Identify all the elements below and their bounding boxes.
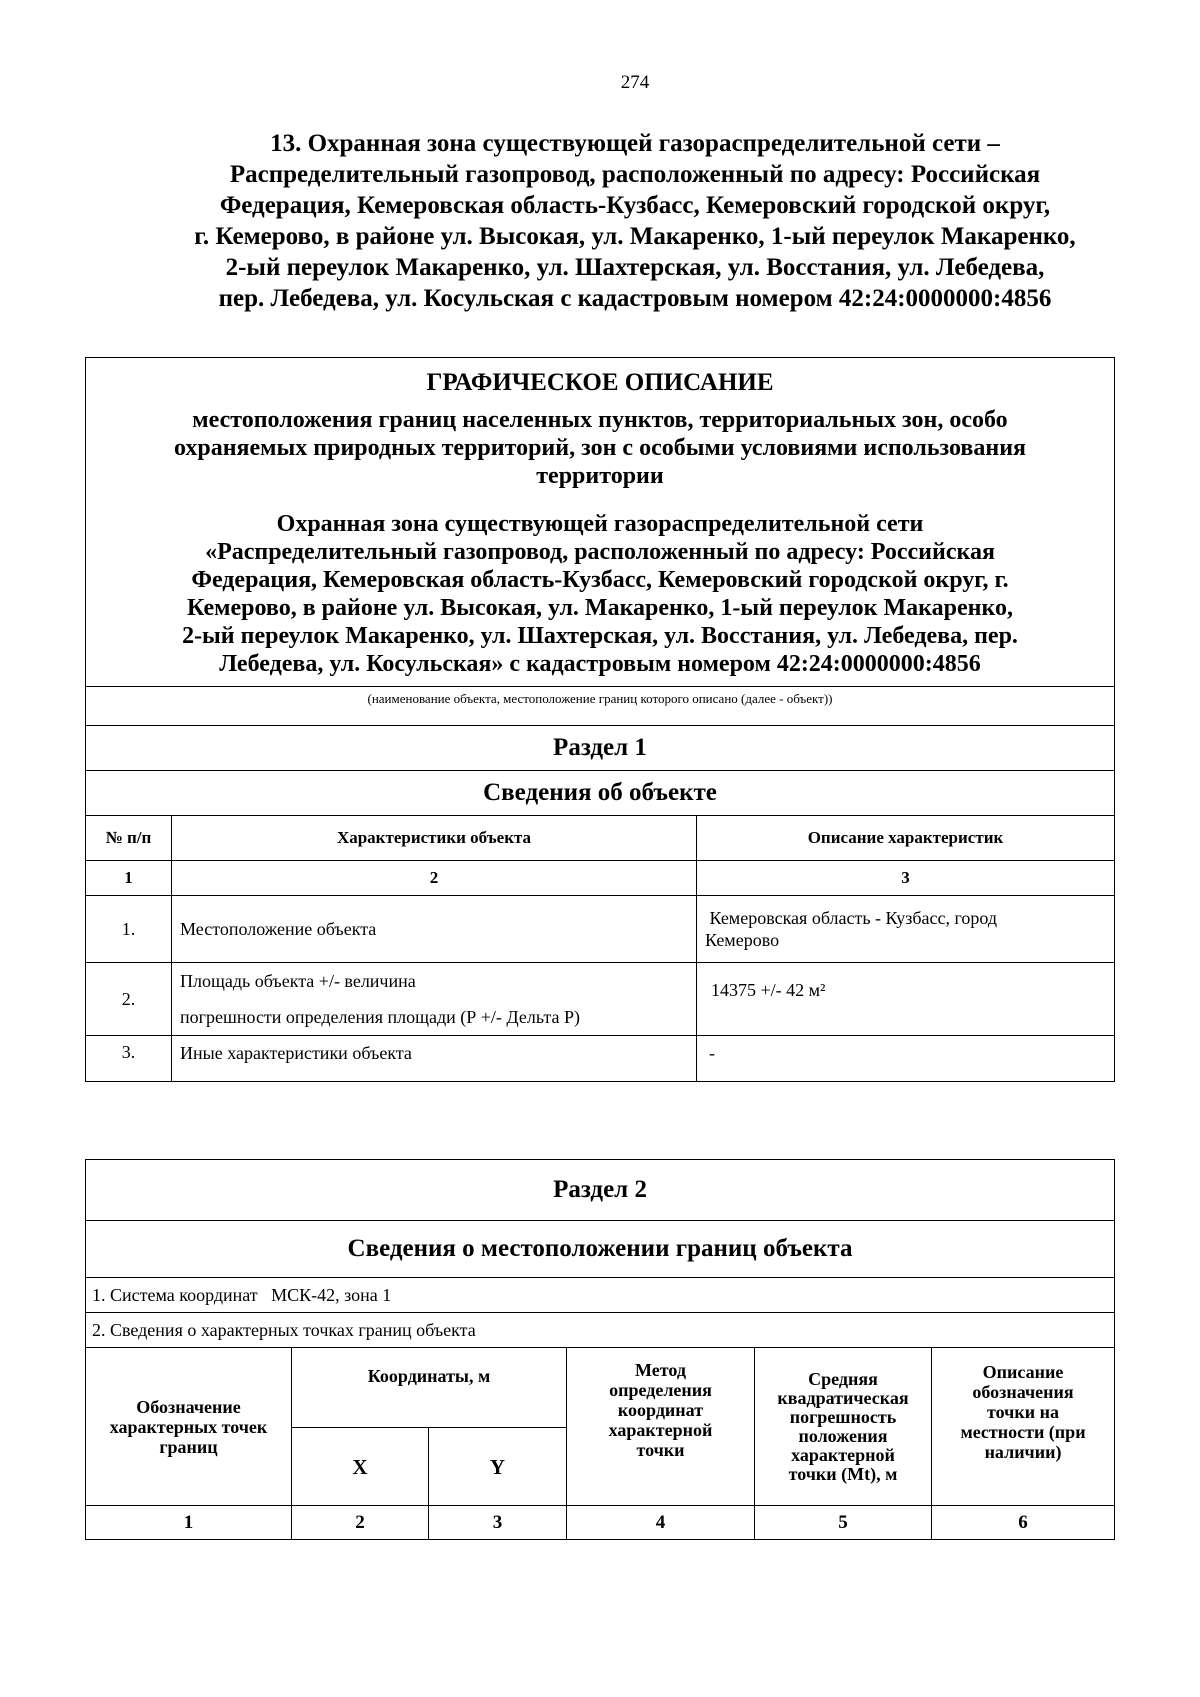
characteristic-value [697, 896, 1115, 963]
column-number: 6 [932, 1506, 1115, 1540]
characteristic-name [172, 896, 697, 963]
characteristic-value [697, 963, 1115, 1036]
column-number: 2 [292, 1506, 429, 1540]
object-line: Федерация, Кемеровская область-Кузбасс, Кемеровский городской округ, г. [191, 567, 1009, 593]
coordinate-system: 1. Система координат МСК-42, зона 1 [86, 1278, 1115, 1313]
header-line: характерной [608, 1420, 713, 1440]
characteristic-name-line: Иные характеристики объекта [180, 1043, 412, 1063]
object-line: Лебедева, ул. Косульская» с кадастровым номером 42:24:0000000:4856 [219, 651, 981, 677]
column-number: 5 [755, 1506, 932, 1540]
header-coordinates: Координаты, м [292, 1348, 567, 1428]
header-line: местности (при [960, 1422, 1086, 1442]
header-line: Обозначение [136, 1396, 241, 1417]
characteristic-name [172, 963, 697, 1036]
object-caption: (наименование объекта, местоположение границ которого описано (далее - объект)) [86, 687, 1115, 726]
header-description: Описание характеристик [697, 816, 1115, 861]
heading-line: пер. Лебедева, ул. Косульская с кадастровым номером 42:24:0000000:4856 [218, 285, 1052, 312]
header-line: границ [159, 1436, 218, 1457]
header-number: № п/п [86, 816, 172, 861]
header-line: наличии) [984, 1442, 1062, 1462]
header-line: точки [636, 1440, 685, 1460]
characteristic-name-line: Местоположение объекта [180, 919, 377, 939]
header-line: погрешность [789, 1406, 897, 1427]
characteristic-name [172, 1036, 697, 1082]
column-number: 1 [86, 1506, 292, 1540]
subtitle-line: охраняемых природных территорий, зон с особыми условиями использования [173, 435, 1027, 461]
header-method [567, 1348, 755, 1506]
section1-table [85, 357, 1115, 1082]
heading-line: Распределительный газопровод, расположенный по адресу: Российская [229, 161, 1041, 188]
subtitle-line: местоположения границ населенных пунктов, территориальных зон, особо [192, 407, 1008, 433]
graphic-description-subtitle [86, 398, 1114, 490]
header-line: характерных точек [109, 1416, 268, 1437]
characteristic-name-line: Площадь объекта +/- величина [180, 971, 416, 991]
heading-line: 2-ый переулок Макаренко, ул. Шахтерская, ул. Восстания, ул. Лебедева, [225, 254, 1045, 281]
header-line: квадратическая [777, 1387, 909, 1408]
heading-line: г. Кемерово, в районе ул. Высокая, ул. Макаренко, 1-ый переулок Макаренко, [194, 223, 1076, 250]
row-number: 2. [86, 963, 172, 1036]
header-line: обозначения [972, 1382, 1074, 1402]
object-line: «Распределительный газопровод, расположенный по адресу: Российская [205, 539, 995, 565]
header-error [755, 1348, 932, 1506]
section2-subtitle: Сведения о местоположении границ объекта [86, 1221, 1115, 1278]
header-line: характерной [791, 1444, 895, 1465]
characteristic-name-line: погрешности определения площади (Р +/- Дельта Р) [180, 1007, 580, 1027]
subtitle-line: территории [536, 463, 664, 489]
characteristic-value-line: 14375 +/- 42 м² [711, 980, 826, 1000]
header-line: определения [609, 1380, 712, 1400]
header-characteristics: Характеристики объекта [172, 816, 697, 861]
points-caption: 2. Сведения о характерных точках границ объекта [86, 1313, 1115, 1348]
section1-subtitle: Сведения об объекте [86, 771, 1115, 816]
header-designation [86, 1348, 292, 1506]
header-point-description [932, 1348, 1115, 1506]
graphic-description-cell [86, 358, 1115, 687]
section2-table [85, 1159, 1115, 1540]
document-heading [100, 128, 1170, 314]
header-line: Описание [982, 1362, 1064, 1382]
header-line: координат [617, 1400, 704, 1420]
header-line: точки на [987, 1402, 1059, 1422]
object-name [86, 490, 1114, 686]
object-line: Кемерово, в районе ул. Высокая, ул. Макаренко, 1-ый переулок Макаренко, [187, 595, 1013, 621]
header-x: X [292, 1428, 429, 1506]
header-line: точки (Mt), м [788, 1463, 898, 1484]
characteristic-value [697, 1036, 1115, 1082]
header-line: Метод [635, 1360, 686, 1380]
column-number: 3 [429, 1506, 567, 1540]
header-line: Средняя [808, 1368, 878, 1389]
object-line: 2-ый переулок Макаренко, ул. Шахтерская, ул. Восстания, ул. Лебедева, пер. [182, 623, 1018, 649]
section2-title: Раздел 2 [86, 1160, 1115, 1221]
table-row [86, 1036, 1115, 1082]
header-line: положения [798, 1425, 888, 1446]
header-y: Y [429, 1428, 567, 1506]
page-number: 274 [620, 72, 650, 93]
heading-line: Федерация, Кемеровская область-Кузбасс, Кемеровский городской округ, [219, 192, 1051, 219]
characteristic-value-line: - [709, 1043, 715, 1063]
column-number: 4 [567, 1506, 755, 1540]
object-line: Охранная зона существующей газораспределительной сети [276, 511, 924, 537]
row-number: 1. [86, 896, 172, 963]
row-number: 3. [86, 1036, 172, 1082]
graphic-description-title: ГРАФИЧЕСКОЕ ОПИСАНИЕ [426, 369, 774, 396]
characteristic-value-line: Кемерово [705, 930, 780, 950]
table-row [86, 896, 1115, 963]
table-row [86, 963, 1115, 1036]
column-number: 2 [172, 861, 697, 896]
heading-line: 13. Охранная зона существующей газораспределительной сети – [270, 130, 1000, 157]
characteristic-value-line: Кемеровская область - Кузбасс, город [705, 908, 998, 928]
column-number: 1 [86, 861, 172, 896]
column-number: 3 [697, 861, 1115, 896]
section1-title: Раздел 1 [86, 726, 1115, 771]
